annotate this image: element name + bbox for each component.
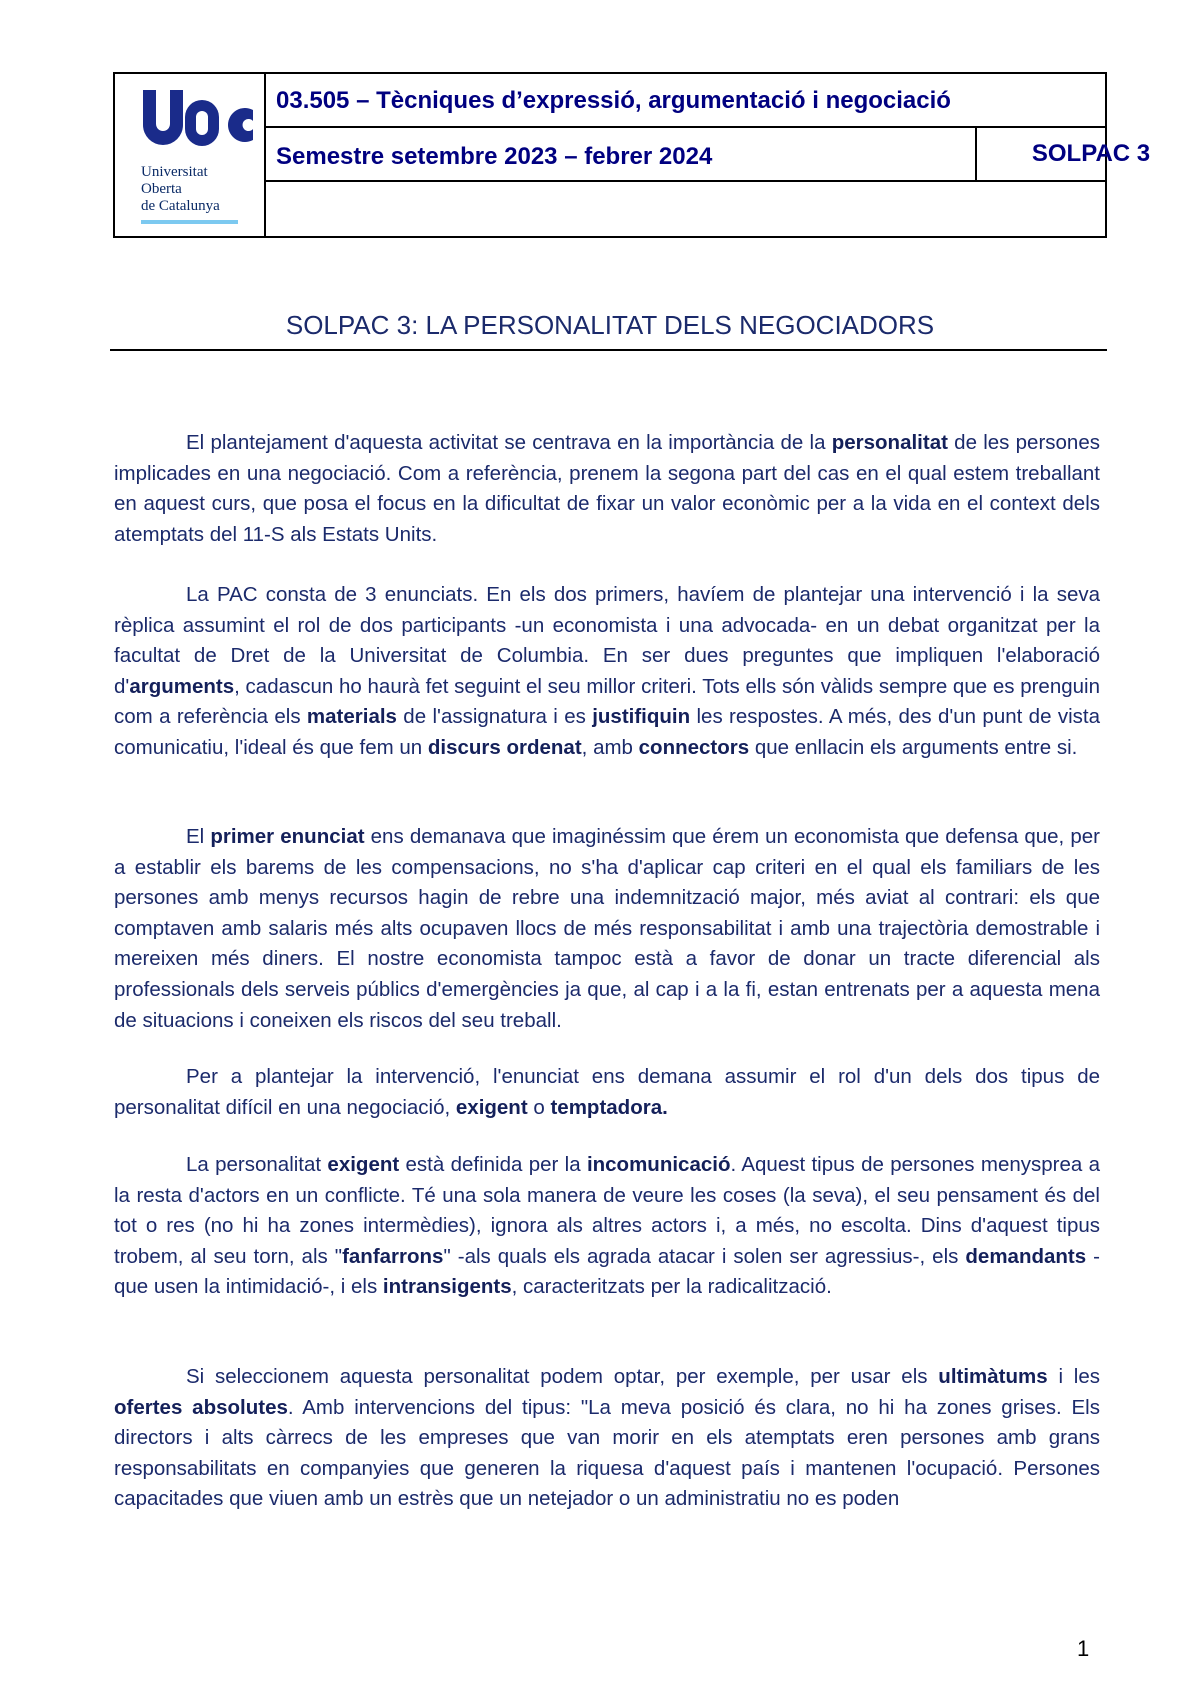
bold-term: connectors — [638, 735, 750, 759]
text-run: de les persones implicades en una negociació. Com a referència, prenem la segona part del cas en el qual estem treballant en aquest curs, que posa el focus en la dificultat de fixar un valor econòmic per a la vida en el context dels atemptats del 11-S als Estats Units. — [114, 431, 1100, 546]
text-run: , amb — [581, 735, 639, 759]
bold-term: justifiquin — [592, 705, 691, 729]
semester-row — [266, 128, 1151, 182]
paragraph-6 — [114, 1362, 1100, 1515]
text-run: " -als quals els agrada atacar i solen ser agressius-, els — [443, 1244, 966, 1268]
logo-line-1: Universitat — [141, 164, 208, 180]
text-run: ens demanava que imaginéssim que érem un economista que defensa que, per a establir els barems de les compensacions, no s'ha d'aplicar cap criteri en el qual els familiars de les persones amb menys recursos hagin de rebre una indemnització major, més aviat al contrari: els que comptaven amb salaris més alts ocupaven llocs de més responsabilitat i amb una trajectòria demostrable i mereixen més diners. El nostre economista tampoc està a favor de donar un tracte diferencial als professionals dels serveis públics d'emergències ja que, al cap i a la fi, estan entrenats per a aquesta mena de situacions i coneixen els riscos del seu treball. — [114, 825, 1100, 1032]
semester-label: Semestre setembre 2023 – febrer 2024 — [276, 143, 713, 170]
bold-term: exigent — [455, 1095, 528, 1119]
document-title: SOLPAC 3: LA PERSONALITAT DELS NEGOCIADORS — [285, 310, 935, 340]
text-run: El — [186, 825, 211, 848]
bold-term: demandants — [965, 1244, 1087, 1268]
text-run: , cadascun ho haurà fet seguint el seu millor criteri. Tots ells són vàlids sempre que es prenguin com a referència els — [114, 674, 1100, 729]
paragraph-5 — [114, 1150, 1100, 1303]
bold-term: fanfarrons — [342, 1244, 444, 1268]
text-run: . Aquest tipus de persones menysprea a la resta d'actors en un conflicte. Té una sola manera de veure les coses (la seva), el seu pensament és del tot o res (no hi ha zones intermèdies), ignora als altres actors i, a més, no escolta. Dins d'aquest tipus trobem, al seu torn, als " — [114, 1153, 1100, 1268]
paragraph-4 — [114, 1062, 1100, 1123]
bold-term: primer enunciat — [210, 825, 365, 848]
text-run: les respostes. A més, des d'un punt de vista comunicatiu, l'ideal és que fem un — [114, 705, 1100, 759]
paragraph-3 — [114, 822, 1100, 1036]
bold-term: discurs ordenat — [427, 735, 582, 759]
logo-accent-bar — [141, 220, 238, 224]
bold-term: intransigents — [382, 1275, 512, 1299]
text-run: -que usen la intimidació-, i els — [114, 1244, 1100, 1299]
page-number: 1 — [1077, 1636, 1090, 1661]
course-row — [266, 74, 1105, 128]
text-run: i les — [1047, 1365, 1100, 1388]
text-run: Per a plantejar la intervenció, l'enunciat ens demana assumir el rol d'un dels dos tipus de personalitat difícil en una negociació, — [114, 1065, 1100, 1119]
bold-term: ofertes absolutes — [114, 1395, 288, 1419]
text-run: o — [527, 1095, 551, 1119]
text-run: que enllacin els arguments entre si. — [749, 735, 1078, 759]
text-run: de l'assignatura i es — [396, 705, 593, 729]
bold-term: temptadora. — [550, 1095, 668, 1119]
uoc-logo-mark-icon — [141, 84, 253, 162]
text-run: està definida per la — [399, 1153, 587, 1176]
solpac-code: SOLPAC 3 — [1031, 140, 1151, 167]
university-name — [141, 164, 220, 215]
course-title: 03.505 – Tècniques d’expressió, argumentació i negociació — [276, 87, 951, 114]
text-run: La personalitat — [186, 1153, 328, 1176]
bold-term: personalitat — [831, 431, 948, 454]
text-run: . Amb intervencions del tipus: "La meva posició és clara, no hi ha zones grises. Els directors i alts càrrecs de les empreses que van morir en els atemptats eren persones amb grans responsabilitats en companyies que generen la riquesa d'aquest país i mantenen l'ocupació. Persones capacitades que viuen amb un estrès que un netejador o un administratiu no es poden — [114, 1395, 1100, 1511]
bold-term: incomunicació — [586, 1153, 731, 1176]
text-run: La PAC consta de 3 enunciats. En els dos primers, havíem de plantejar una intervenció i la seva rèplica assumint el rol de dos participants -un economista i una advocada- en un debat organitzat per la facultat de Dret de la Universitat de Columbia. En ser dues preguntes que impliquen l'elaboració d' — [114, 583, 1100, 698]
text-run: Si seleccionem aquesta personalitat podem optar, per exemple, per usar els — [186, 1365, 939, 1388]
uoc-logo — [141, 84, 253, 229]
text-run: , caracteritzats per la radicalització. — [511, 1275, 832, 1299]
logo-line-3: de Catalunya — [141, 198, 220, 214]
paragraph-2 — [114, 580, 1100, 764]
logo-line-2: Oberta — [141, 181, 182, 197]
paragraph-1 — [114, 428, 1100, 550]
text-run: El plantejament d'aquesta activitat se centrava en la importància de la — [186, 431, 832, 454]
bold-term: exigent — [327, 1153, 400, 1176]
title-underline — [110, 349, 1107, 351]
logo-cell — [115, 74, 266, 236]
bold-term: ultimàtums — [938, 1365, 1048, 1388]
header-table — [113, 72, 1151, 238]
bold-term: materials — [306, 705, 397, 729]
bold-term: arguments — [129, 674, 235, 698]
